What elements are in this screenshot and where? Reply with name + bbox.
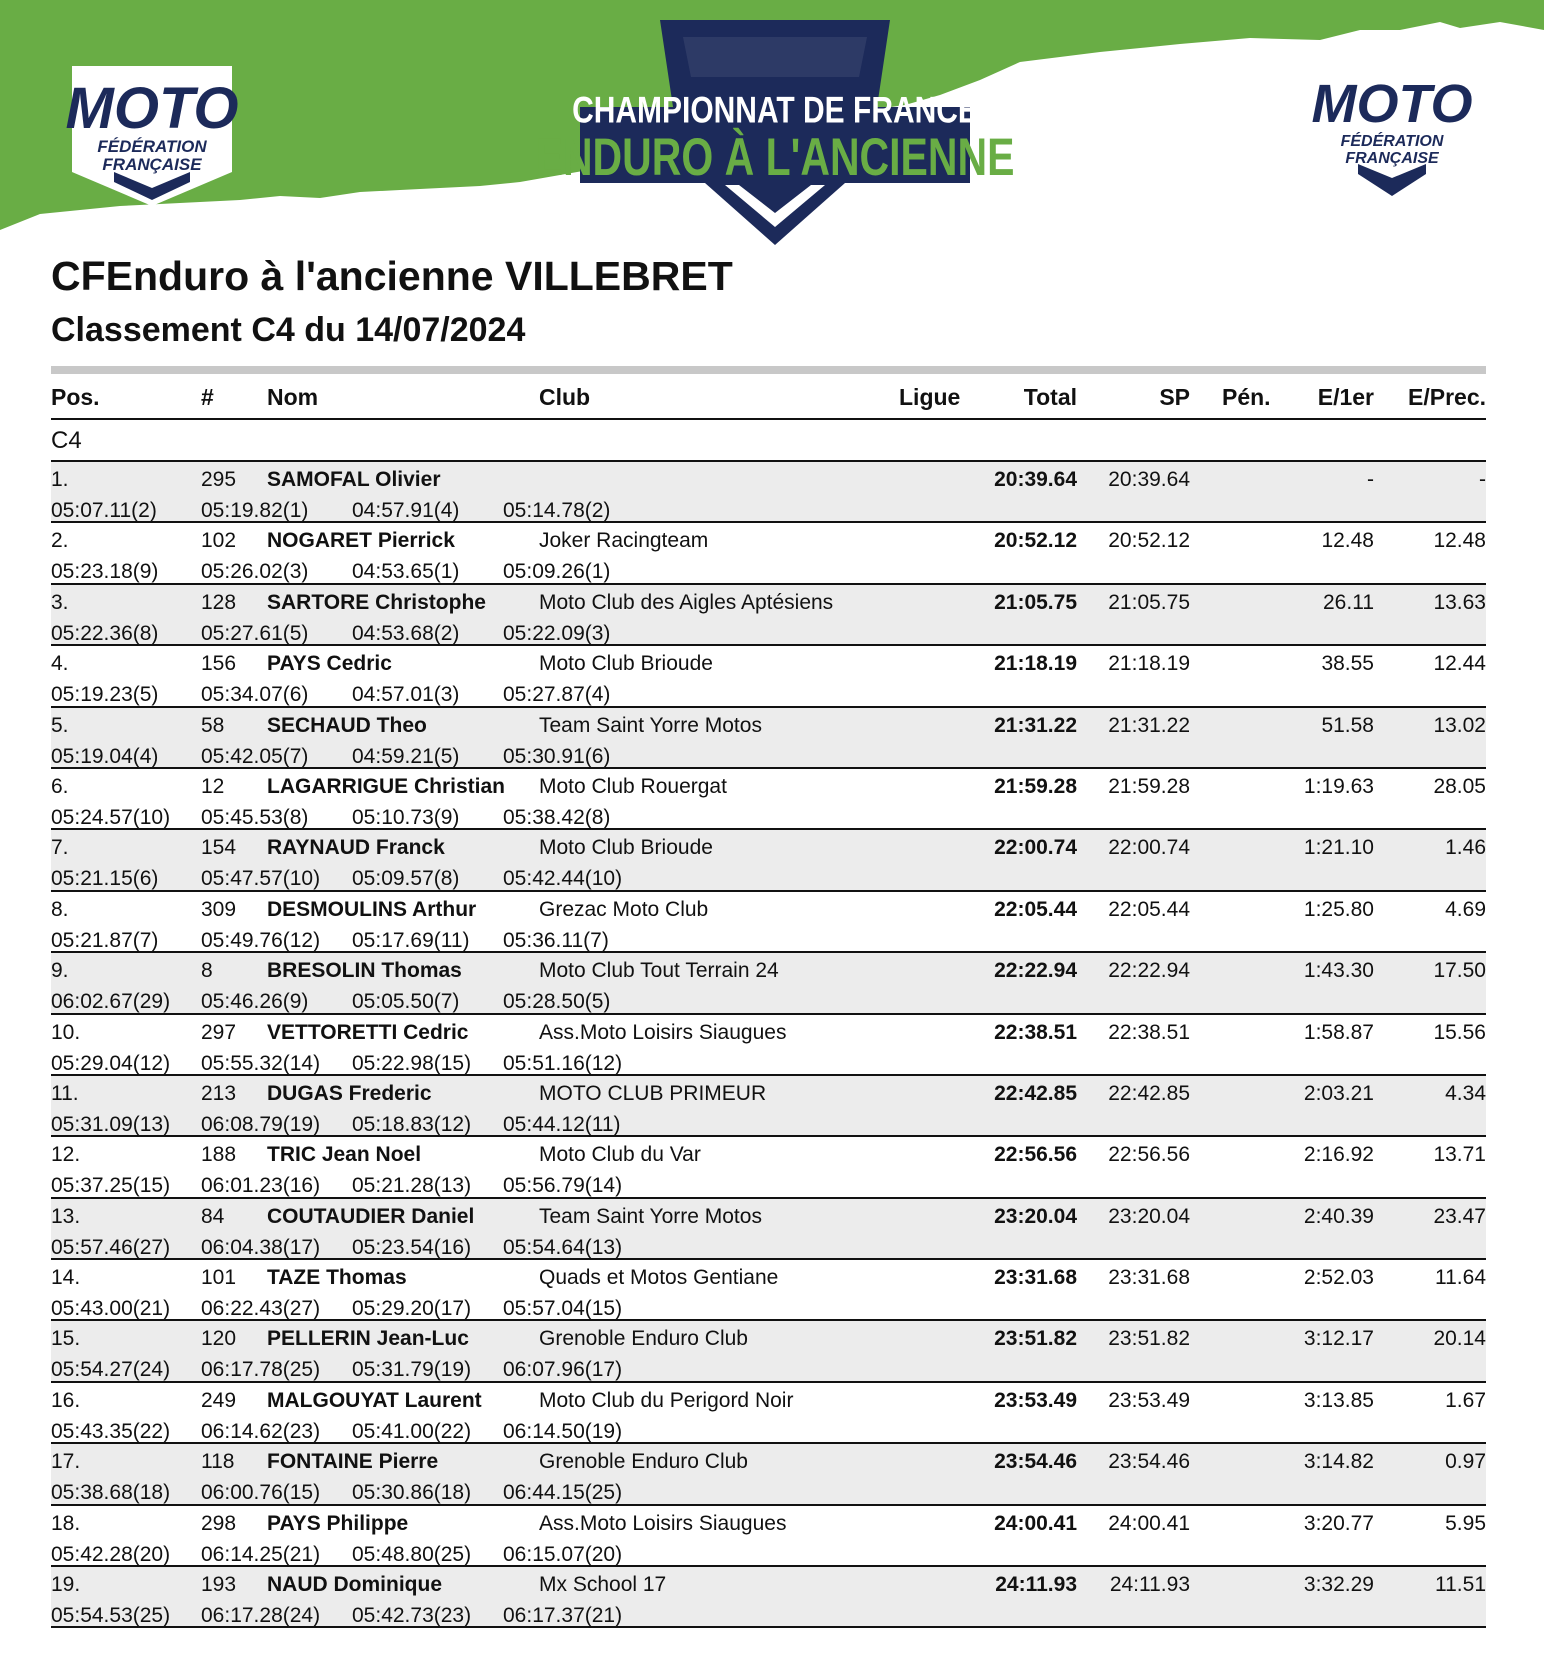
table-row [51,708,1486,769]
sp-cell: 24:00.41 [1108,1511,1190,1535]
table-row [51,646,1486,707]
num-cell: 12 [201,774,225,798]
split1-cell: 05:43.35(22) [51,1419,171,1443]
split2-cell: 06:17.78(25) [201,1358,321,1382]
split1-cell: 05:21.15(6) [51,867,159,891]
gap-prev-cell: 4.69 [1445,897,1486,921]
name-cell: SAMOFAL Olivier [267,468,441,491]
sp-cell: 22:56.56 [1108,1143,1190,1167]
pos-cell: 16. [51,1388,81,1412]
split3-cell: 05:31.79(19) [352,1358,472,1382]
pos-cell: 7. [51,836,69,860]
split4-cell: 06:15.07(20) [503,1542,623,1566]
federation-logo-right [1311,60,1473,210]
pos-cell: 12. [51,1143,81,1167]
pos-cell: 3. [51,590,69,614]
col-nom: Nom [267,384,319,410]
split2-cell: 06:22.43(27) [201,1297,321,1321]
split4-cell: 06:14.50(19) [503,1419,623,1443]
gap-first-cell: 2:40.39 [1303,1204,1374,1228]
name-cell: PAYS Philippe [267,1511,409,1535]
split3-cell: 05:30.86(18) [352,1481,472,1505]
gap-first-cell: 26.11 [1323,590,1374,614]
sp-cell: 21:18.19 [1108,652,1190,676]
col-eprec: E/Prec. [1408,384,1486,410]
gap-first-cell: 2:16.92 [1303,1143,1374,1167]
name-cell: MALGOUYAT Laurent [267,1388,482,1412]
club-cell: MOTO CLUB PRIMEUR [539,1081,767,1105]
split2-cell: 05:34.07(6) [201,683,309,707]
split1-cell: 05:43.00(21) [51,1297,171,1321]
club-cell: Moto Club du Var [539,1143,701,1167]
split2-cell: 05:45.53(8) [201,805,309,829]
gap-prev-cell: 13.63 [1433,590,1486,614]
table-row [51,462,1486,523]
split1-cell: 05:07.11(2) [51,499,157,522]
split3-cell: 04:59.21(5) [352,744,460,768]
total-cell: 23:54.46 [994,1450,1077,1474]
gap-first-cell: 3:14.82 [1303,1450,1374,1474]
col-pen: Pén. [1222,384,1271,410]
split2-cell: 06:00.76(15) [201,1481,321,1505]
num-cell: 118 [201,1450,235,1474]
gap-prev-cell: 15.56 [1433,1020,1486,1044]
club-cell: Team Saint Yorre Motos [539,713,762,737]
split1-cell: 05:38.68(18) [51,1481,171,1505]
sp-cell: 23:31.68 [1108,1266,1190,1290]
split2-cell: 06:08.79(19) [201,1112,321,1136]
name-cell: FONTAINE Pierre [267,1450,439,1474]
split3-cell: 04:53.68(2) [352,621,460,645]
table-body [51,462,1486,1628]
pos-cell: 18. [51,1511,81,1535]
sp-cell: 21:59.28 [1108,774,1190,798]
pos-cell: 9. [51,959,69,983]
col-e1er: E/1er [1317,384,1374,410]
table-row [51,523,1486,584]
sp-cell: 22:38.51 [1108,1020,1190,1044]
pos-cell: 15. [51,1327,81,1351]
gap-prev-cell: 0.97 [1445,1450,1486,1474]
page-subtitle: Classement C4 du 14/07/2024 [51,311,526,349]
total-cell: 23:51.82 [994,1327,1077,1351]
page-title: CFEnduro à l'ancienne VILLEBRET [51,253,733,299]
split4-cell: 05:09.26(1) [503,560,611,584]
split3-cell: 05:18.83(12) [352,1112,472,1136]
split1-cell: 05:22.36(8) [51,621,159,645]
gap-prev-cell: 20.14 [1433,1327,1486,1351]
split1-cell: 05:37.25(15) [51,1174,171,1198]
split2-cell: 06:17.28(24) [201,1604,321,1628]
split3-cell: 05:42.73(23) [352,1604,472,1628]
num-cell: 84 [201,1204,225,1228]
split4-cell: 05:36.11(7) [503,928,609,952]
club-cell: Ass.Moto Loisirs Siaugues [539,1511,787,1535]
num-cell: 120 [201,1327,237,1351]
total-cell: 23:31.68 [994,1266,1077,1290]
col-club: Club [539,384,591,410]
split3-cell: 05:23.54(16) [352,1235,472,1259]
split4-cell: 05:56.79(14) [503,1174,623,1198]
sp-cell: 24:11.93 [1109,1573,1190,1597]
split1-cell: 05:31.09(13) [51,1112,171,1136]
split4-cell: 05:27.87(4) [503,683,611,707]
split2-cell: 05:27.61(5) [201,621,309,645]
gap-first-cell: 1:25.80 [1303,897,1374,921]
table-row [51,1444,1486,1505]
col-num: # [201,384,214,410]
total-cell: 22:05.44 [994,897,1077,921]
name-cell: TRIC Jean Noel [267,1143,422,1167]
pos-cell: 1. [51,468,69,491]
pos-cell: 13. [51,1204,81,1228]
svg-text:FÉDÉRATION: FÉDÉRATION [97,137,207,156]
total-cell: 24:11.93 [995,1573,1077,1597]
gap-prev-cell: 1.46 [1445,836,1486,860]
name-cell: VETTORETTI Cedric [267,1020,469,1044]
gap-first-cell: 3:20.77 [1303,1511,1374,1535]
gap-first-cell: 38.55 [1321,652,1374,676]
split2-cell: 06:04.38(17) [201,1235,321,1259]
sp-cell: 23:20.04 [1108,1204,1190,1228]
table-row [51,769,1486,830]
club-cell: Grenoble Enduro Club [539,1450,748,1474]
gap-prev-cell: 11.64 [1435,1266,1486,1290]
sp-cell: 22:00.74 [1108,836,1190,860]
total-cell: 22:38.51 [994,1020,1077,1044]
gap-prev-cell: 17.50 [1433,959,1486,983]
name-cell: COUTAUDIER Daniel [267,1204,475,1228]
col-pos: Pos. [51,384,100,410]
championship-logo [535,15,1015,250]
split1-cell: 05:19.04(4) [51,744,159,768]
split4-cell: 05:38.42(8) [503,805,611,829]
split2-cell: 05:46.26(9) [201,990,309,1014]
col-ligue: Ligue [899,384,961,410]
split1-cell: 05:21.87(7) [51,928,159,952]
name-cell: RAYNAUD Franck [267,836,445,860]
split2-cell: 05:49.76(12) [201,928,321,952]
sp-cell: 21:31.22 [1108,713,1190,737]
sp-cell: 23:53.49 [1108,1388,1190,1412]
pos-cell: 5. [51,713,69,737]
pos-cell: 2. [51,529,69,553]
svg-text:FÉDÉRATION: FÉDÉRATION [1340,133,1444,150]
num-cell: 295 [201,468,237,491]
gap-first-cell: 3:13.85 [1303,1388,1374,1412]
split3-cell: 05:21.28(13) [352,1174,472,1198]
category-label: C4 [51,427,82,454]
total-cell: 23:53.49 [994,1388,1077,1412]
gap-prev-cell: 12.44 [1433,652,1486,676]
split2-cell: 06:14.25(21) [201,1542,321,1566]
split1-cell: 05:57.46(27) [51,1235,171,1259]
svg-text:MOTO: MOTO [65,76,239,141]
split1-cell: 05:42.28(20) [51,1542,171,1566]
name-cell: SECHAUD Theo [267,713,427,737]
name-cell: SARTORE Christophe [267,590,486,614]
pos-cell: 19. [51,1573,81,1597]
gap-first-cell: 3:32.29 [1303,1573,1374,1597]
split3-cell: 05:48.80(25) [352,1542,472,1566]
split4-cell: 06:07.96(17) [503,1358,623,1382]
championship-line2: ENDURO À L'ANCIENNE [535,127,1015,188]
club-cell: Moto Club Tout Terrain 24 [539,959,779,983]
sp-cell: 23:51.82 [1108,1327,1190,1351]
num-cell: 193 [201,1573,237,1597]
split2-cell: 06:01.23(16) [201,1174,321,1198]
num-cell: 58 [201,713,225,737]
gap-first-cell: 1:21.10 [1303,836,1374,860]
num-cell: 8 [201,959,213,983]
split3-cell: 05:22.98(15) [352,1051,472,1075]
table-row [51,953,1486,1014]
table-row [51,892,1486,953]
gap-first-cell: 2:03.21 [1303,1081,1374,1105]
name-cell: DUGAS Frederic [267,1081,432,1105]
gap-prev-cell: 12.48 [1433,529,1486,553]
gap-prev-cell: 5.95 [1445,1511,1486,1535]
gap-prev-cell: 28.05 [1433,774,1486,798]
gap-prev-cell: 1.67 [1445,1388,1486,1412]
total-cell: 23:20.04 [994,1204,1077,1228]
split2-cell: 05:26.02(3) [201,560,309,584]
name-cell: PELLERIN Jean-Luc [267,1327,469,1351]
split2-cell: 06:14.62(23) [201,1419,321,1443]
gap-prev-cell: 11.51 [1435,1573,1486,1597]
total-cell: 21:59.28 [994,774,1077,798]
table-row [51,1567,1486,1628]
gap-first-cell: 1:19.63 [1303,774,1374,798]
split4-cell: 05:51.16(12) [503,1051,623,1075]
total-cell: 21:18.19 [994,652,1077,676]
table-row [51,1015,1486,1076]
sp-cell: 22:05.44 [1108,897,1190,921]
results-table [51,366,1486,1628]
club-cell: Moto Club Brioude [539,836,713,860]
table-row [51,1506,1486,1567]
pos-cell: 8. [51,897,69,921]
split1-cell: 05:54.27(24) [51,1358,171,1382]
name-cell: NAUD Dominique [267,1573,442,1597]
svg-text:MOTO: MOTO [1311,74,1473,134]
total-cell: 21:05.75 [994,590,1077,614]
table-row [51,1199,1486,1260]
name-cell: PAYS Cedric [267,652,392,676]
federation-logo-left [62,60,242,210]
num-cell: 156 [201,652,237,676]
num-cell: 213 [201,1081,237,1105]
svg-text:FRANÇAISE: FRANÇAISE [1345,150,1439,167]
table-row [51,1321,1486,1382]
table-row [51,1260,1486,1321]
name-cell: BRESOLIN Thomas [267,959,462,983]
split3-cell: 04:53.65(1) [352,560,460,584]
sp-cell: 22:42.85 [1108,1081,1190,1105]
club-cell: Quads et Motos Gentiane [539,1266,779,1290]
split1-cell: 06:02.67(29) [51,990,171,1014]
split4-cell: 06:17.37(21) [503,1604,623,1628]
split4-cell: 05:42.44(10) [503,867,623,891]
club-cell: Mx School 17 [539,1573,667,1597]
club-cell: Joker Racingteam [539,529,709,553]
sp-cell: 21:05.75 [1108,590,1190,614]
num-cell: 298 [201,1511,237,1535]
total-cell: 22:56.56 [994,1143,1077,1167]
gap-first-cell: 1:43.30 [1303,959,1374,983]
table-row [51,1076,1486,1137]
sp-cell: 20:39.64 [1108,468,1190,491]
table-row [51,585,1486,646]
split4-cell: 06:44.15(25) [503,1481,623,1505]
split3-cell: 05:10.73(9) [352,805,460,829]
split3-cell: 05:17.69(11) [352,928,470,952]
pos-cell: 14. [51,1266,81,1290]
split2-cell: 05:42.05(7) [201,744,309,768]
sp-cell: 23:54.46 [1108,1450,1190,1474]
total-cell: 22:22.94 [994,959,1077,983]
split3-cell: 04:57.91(4) [352,499,460,522]
split1-cell: 05:23.18(9) [51,560,159,584]
pos-cell: 4. [51,652,69,676]
gap-prev-cell: 4.34 [1445,1081,1486,1105]
gap-first-cell: 3:12.17 [1303,1327,1374,1351]
num-cell: 309 [201,897,237,921]
split4-cell: 05:22.09(3) [503,621,611,645]
gap-first-cell: 2:52.03 [1303,1266,1374,1290]
table-header [51,374,1486,420]
num-cell: 188 [201,1143,237,1167]
name-cell: NOGARET Pierrick [267,529,455,553]
num-cell: 249 [201,1388,237,1412]
num-cell: 102 [201,529,237,553]
split2-cell: 05:19.82(1) [201,499,309,522]
gap-first-cell: 51.58 [1321,713,1374,737]
championship-line1: CHAMPIONNAT DE FRANCE [572,89,978,132]
table-row [51,1383,1486,1444]
split4-cell: 05:28.50(5) [503,990,611,1014]
total-cell: 20:39.64 [994,468,1077,491]
total-cell: 21:31.22 [994,713,1077,737]
club-cell: Moto Club Rouergat [539,774,727,798]
split1-cell: 05:24.57(10) [51,805,171,829]
club-cell: Moto Club du Perigord Noir [539,1388,794,1412]
split3-cell: 05:41.00(22) [352,1419,472,1443]
split3-cell: 05:05.50(7) [352,990,460,1014]
name-cell: DESMOULINS Arthur [267,897,477,921]
split3-cell: 04:57.01(3) [352,683,460,707]
gap-first-cell: 1:58.87 [1303,1020,1374,1044]
sp-cell: 20:52.12 [1108,529,1190,553]
col-total: Total [1023,384,1077,410]
name-cell: LAGARRIGUE Christian [267,774,506,798]
pos-cell: 17. [51,1450,81,1474]
num-cell: 128 [201,590,237,614]
table-row [51,1137,1486,1198]
sp-cell: 22:22.94 [1108,959,1190,983]
split2-cell: 05:55.32(14) [201,1051,321,1075]
total-cell: 24:00.41 [994,1511,1077,1535]
split1-cell: 05:19.23(5) [51,683,159,707]
num-cell: 101 [201,1266,237,1290]
table-top-rule [51,366,1486,374]
split1-cell: 05:54.53(25) [51,1604,171,1628]
total-cell: 22:00.74 [994,836,1077,860]
split4-cell: 05:57.04(15) [503,1297,623,1321]
num-cell: 154 [201,836,237,860]
club-cell: Team Saint Yorre Motos [539,1204,762,1228]
num-cell: 297 [201,1020,237,1044]
club-cell: Ass.Moto Loisirs Siaugues [539,1020,787,1044]
total-cell: 20:52.12 [994,529,1077,553]
pos-cell: 10. [51,1020,81,1044]
table-row [51,830,1486,891]
gap-prev-cell: 23.47 [1433,1204,1486,1228]
club-cell: Grezac Moto Club [539,897,709,921]
pos-cell: 6. [51,774,69,798]
svg-text:FRANÇAISE: FRANÇAISE [102,155,202,174]
split4-cell: 05:44.12(11) [503,1112,621,1136]
name-cell: TAZE Thomas [267,1266,407,1290]
club-cell: Moto Club Brioude [539,652,713,676]
gap-first-cell: 12.48 [1321,529,1374,553]
split3-cell: 05:29.20(17) [352,1297,472,1321]
split3-cell: 05:09.57(8) [352,867,460,891]
total-cell: 22:42.85 [994,1081,1077,1105]
split2-cell: 05:47.57(10) [201,867,321,891]
gap-prev-cell: 13.02 [1433,713,1486,737]
split4-cell: 05:30.91(6) [503,744,611,768]
col-sp: SP [1159,384,1190,410]
club-cell: Moto Club des Aigles Aptésiens [539,590,834,614]
club-cell: Grenoble Enduro Club [539,1327,748,1351]
split4-cell: 05:14.78(2) [503,499,611,522]
split4-cell: 05:54.64(13) [503,1235,623,1259]
gap-prev-cell: - [1479,468,1486,491]
gap-prev-cell: 13.71 [1433,1143,1486,1167]
category-row [51,420,1486,462]
gap-first-cell: - [1367,468,1374,491]
pos-cell: 11. [51,1081,79,1105]
split1-cell: 05:29.04(12) [51,1051,171,1075]
